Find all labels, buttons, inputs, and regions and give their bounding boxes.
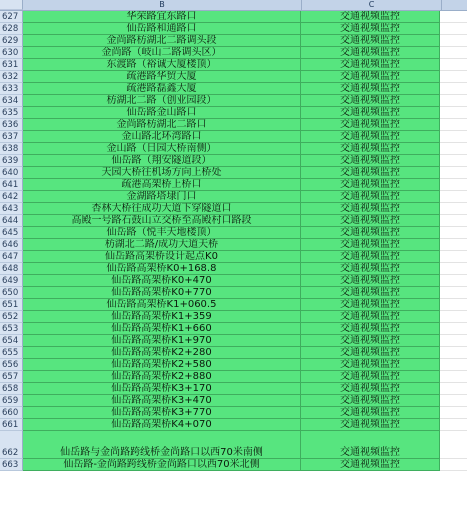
cell-empty[interactable] xyxy=(440,383,467,395)
table-row xyxy=(0,71,467,83)
rows-container xyxy=(0,11,467,471)
cell-location[interactable]: 仙岳路高架桥K2+580 xyxy=(23,359,301,371)
cell-type[interactable]: 交通视频监控 xyxy=(301,347,440,359)
row-number[interactable]: 657 xyxy=(0,371,23,383)
table-row xyxy=(0,459,467,471)
table-row xyxy=(0,167,467,179)
cell-type[interactable]: 交通视频监控 xyxy=(301,119,440,131)
cell-location[interactable]: 枋湖北二路（创业园段） xyxy=(23,95,301,107)
cell-empty[interactable] xyxy=(440,239,467,251)
cell-type[interactable]: 交通视频监控 xyxy=(301,263,440,275)
table-row xyxy=(0,287,467,299)
cell-type[interactable]: 交通视频监控 xyxy=(301,155,440,167)
table-row xyxy=(0,227,467,239)
cell-location[interactable]: 枋湖北二路/成功大道天桥 xyxy=(23,239,301,251)
cell-empty[interactable] xyxy=(440,311,467,323)
table-row xyxy=(0,359,467,371)
table-row xyxy=(0,35,467,47)
cell-empty[interactable] xyxy=(440,215,467,227)
row-number[interactable]: 642 xyxy=(0,191,23,203)
cell-location[interactable]: 金山路北环湾路口 xyxy=(23,131,301,143)
row-number[interactable]: 640 xyxy=(0,167,23,179)
cell-location[interactable]: 仙岳路高架桥设计起点K0 xyxy=(23,251,301,263)
cell-location[interactable]: 杏林大桥往成功大道下穿隧道口 xyxy=(23,203,301,215)
cell-location[interactable]: 金尚路枋湖北二路口 xyxy=(23,119,301,131)
table-row xyxy=(0,407,467,419)
row-number[interactable]: 659 xyxy=(0,395,23,407)
cell-type[interactable]: 交通视频监控 xyxy=(301,167,440,179)
row-number[interactable]: 644 xyxy=(0,215,23,227)
select-all-corner[interactable] xyxy=(0,0,23,10)
cell-type[interactable]: 交通视频监控 xyxy=(301,251,440,263)
cell-empty[interactable] xyxy=(440,107,467,119)
cell-location[interactable]: 仙岳路高架桥K1+970 xyxy=(23,335,301,347)
table-row xyxy=(0,11,467,23)
row-number[interactable]: 627 xyxy=(0,11,23,23)
row-number[interactable]: 637 xyxy=(0,131,23,143)
row-number[interactable]: 646 xyxy=(0,239,23,251)
row-number[interactable]: 652 xyxy=(0,311,23,323)
cell-empty[interactable] xyxy=(440,167,467,179)
cell-type[interactable]: 交通视频监控 xyxy=(301,71,440,83)
table-row xyxy=(0,431,467,459)
table-row xyxy=(0,119,467,131)
cell-type[interactable]: 交通视频监控 xyxy=(301,83,440,95)
cell-empty[interactable] xyxy=(440,83,467,95)
row-number[interactable]: 636 xyxy=(0,119,23,131)
cell-type[interactable]: 交通视频监控 xyxy=(301,275,440,287)
cell-location[interactable]: 华荣路宜东路口 xyxy=(23,11,301,23)
cell-empty[interactable] xyxy=(440,191,467,203)
cell-location[interactable]: 仙岳路高架桥K0+470 xyxy=(23,275,301,287)
cell-type[interactable]: 交通视频监控 xyxy=(301,407,440,419)
cell-empty[interactable] xyxy=(440,227,467,239)
row-number[interactable]: 629 xyxy=(0,35,23,47)
table-row xyxy=(0,371,467,383)
table-row xyxy=(0,131,467,143)
row-number[interactable]: 650 xyxy=(0,287,23,299)
row-number[interactable]: 653 xyxy=(0,323,23,335)
cell-type[interactable]: 交通视频监控 xyxy=(301,11,440,23)
cell-empty[interactable] xyxy=(440,23,467,35)
cell-type[interactable]: 交通视频监控 xyxy=(301,131,440,143)
row-number[interactable]: 651 xyxy=(0,299,23,311)
cell-empty[interactable] xyxy=(440,251,467,263)
cell-type[interactable]: 交通视频监控 xyxy=(301,419,440,431)
cell-type[interactable]: 交通视频监控 xyxy=(301,35,440,47)
cell-location[interactable]: 金山路（日园大桥南侧） xyxy=(23,143,301,155)
table-row xyxy=(0,335,467,347)
cell-location[interactable]: 仙岳路高架桥K4+070 xyxy=(23,419,301,431)
row-number[interactable]: 628 xyxy=(0,23,23,35)
row-number[interactable]: 632 xyxy=(0,71,23,83)
table-row xyxy=(0,143,467,155)
cell-location[interactable]: 金尚路枋湖北二路调头段 xyxy=(23,35,301,47)
cell-location[interactable]: 仙岳路高架桥K0+168.8 xyxy=(23,263,301,275)
row-number[interactable]: 661 xyxy=(0,419,23,431)
cell-location[interactable]: 仙岳路与金尚路跨线桥金尚路口以西70米南侧 xyxy=(23,431,301,459)
cell-type[interactable]: 交通视频监控 xyxy=(301,107,440,119)
cell-empty[interactable] xyxy=(440,71,467,83)
cell-empty[interactable] xyxy=(440,47,467,59)
cell-empty[interactable] xyxy=(440,299,467,311)
cell-location[interactable]: 仙岳路高架桥K1+660 xyxy=(23,323,301,335)
cell-empty[interactable] xyxy=(440,155,467,167)
row-number[interactable]: 655 xyxy=(0,347,23,359)
cell-type[interactable]: 交通视频监控 xyxy=(301,203,440,215)
row-number[interactable]: 630 xyxy=(0,47,23,59)
cell-type[interactable]: 交通视频监控 xyxy=(301,311,440,323)
cell-empty[interactable] xyxy=(440,275,467,287)
table-row xyxy=(0,203,467,215)
cell-location[interactable]: 仙岳路高架桥K3+170 xyxy=(23,383,301,395)
cell-location[interactable]: 仙岳路高架桥K1+359 xyxy=(23,311,301,323)
cell-empty[interactable] xyxy=(440,459,467,471)
cell-location[interactable]: 疏港路磊鑫大厦 xyxy=(23,83,301,95)
table-row xyxy=(0,383,467,395)
cell-type[interactable]: 交通视频监控 xyxy=(301,47,440,59)
cell-empty[interactable] xyxy=(440,203,467,215)
cell-location[interactable]: 高殿一号路石鼓山立交桥至高殿村口路段 xyxy=(23,215,301,227)
table-row xyxy=(0,107,467,119)
cell-empty[interactable] xyxy=(440,395,467,407)
cell-type[interactable]: 交通视频监控 xyxy=(301,459,440,471)
cell-location[interactable]: 金湖路塔埭门口 xyxy=(23,191,301,203)
cell-type[interactable]: 交通视频监控 xyxy=(301,323,440,335)
cell-location[interactable]: 仙岳路-金尚路跨线桥金尚路口以西70米北侧 xyxy=(23,459,301,471)
cell-location[interactable]: 仙岳路和通路口 xyxy=(23,23,301,35)
cell-empty[interactable] xyxy=(440,179,467,191)
table-row xyxy=(0,347,467,359)
row-number[interactable]: 647 xyxy=(0,251,23,263)
table-row xyxy=(0,323,467,335)
cell-type[interactable]: 交通视频监控 xyxy=(301,23,440,35)
cell-location[interactable]: 仙岳路高架桥K3+770 xyxy=(23,407,301,419)
cell-type[interactable]: 交通视频监控 xyxy=(301,359,440,371)
cell-type[interactable]: 交通视频监控 xyxy=(301,299,440,311)
row-number[interactable]: 658 xyxy=(0,383,23,395)
cell-empty[interactable] xyxy=(440,335,467,347)
column-header-row xyxy=(0,0,467,11)
cell-type[interactable]: 交通视频监控 xyxy=(301,395,440,407)
cell-empty[interactable] xyxy=(440,323,467,335)
cell-location[interactable]: 疏港高架桥上桥口 xyxy=(23,179,301,191)
cell-empty[interactable] xyxy=(440,371,467,383)
cell-empty[interactable] xyxy=(440,431,467,459)
table-row xyxy=(0,251,467,263)
cell-empty[interactable] xyxy=(440,287,467,299)
cell-type[interactable]: 交通视频监控 xyxy=(301,287,440,299)
table-row xyxy=(0,239,467,251)
cell-empty[interactable] xyxy=(440,131,467,143)
cell-empty[interactable] xyxy=(440,359,467,371)
table-row xyxy=(0,155,467,167)
cell-empty[interactable] xyxy=(440,263,467,275)
cell-type[interactable]: 交通视频监控 xyxy=(301,431,440,459)
column-header-b[interactable]: B xyxy=(23,0,302,10)
cell-empty[interactable] xyxy=(440,95,467,107)
cell-location[interactable]: 天园大桥往机场方向上桥处 xyxy=(23,167,301,179)
cell-empty[interactable] xyxy=(440,143,467,155)
cell-location[interactable]: 东渡路（裕诚大厦楼顶） xyxy=(23,59,301,71)
cell-location[interactable]: 仙岳路金山路口 xyxy=(23,107,301,119)
cell-type[interactable]: 交通视频监控 xyxy=(301,143,440,155)
cell-type[interactable]: 交通视频监控 xyxy=(301,239,440,251)
table-row xyxy=(0,95,467,107)
cell-location[interactable]: 仙岳路高架桥K2+880 xyxy=(23,371,301,383)
table-row xyxy=(0,311,467,323)
table-row xyxy=(0,299,467,311)
row-number[interactable]: 645 xyxy=(0,227,23,239)
row-number[interactable]: 633 xyxy=(0,83,23,95)
table-row xyxy=(0,263,467,275)
cell-type[interactable]: 交通视频监控 xyxy=(301,335,440,347)
row-number[interactable]: 639 xyxy=(0,155,23,167)
table-row xyxy=(0,419,467,431)
table-row xyxy=(0,275,467,287)
cell-type[interactable]: 交通视频监控 xyxy=(301,227,440,239)
table-row xyxy=(0,215,467,227)
cell-empty[interactable] xyxy=(440,119,467,131)
row-number[interactable]: 635 xyxy=(0,107,23,119)
row-number[interactable]: 663 xyxy=(0,459,23,471)
cell-empty[interactable] xyxy=(440,59,467,71)
cell-empty[interactable] xyxy=(440,11,467,23)
cell-type[interactable]: 交通视频监控 xyxy=(301,215,440,227)
cell-type[interactable]: 交通视频监控 xyxy=(301,383,440,395)
cell-type[interactable]: 交通视频监控 xyxy=(301,371,440,383)
cell-location[interactable]: 疏港路华贸大厦 xyxy=(23,71,301,83)
column-header-c[interactable]: C xyxy=(302,0,442,10)
table-row xyxy=(0,23,467,35)
row-number[interactable]: 641 xyxy=(0,179,23,191)
row-number[interactable]: 662 xyxy=(0,431,23,459)
row-number[interactable]: 643 xyxy=(0,203,23,215)
cell-empty[interactable] xyxy=(440,419,467,431)
table-row xyxy=(0,47,467,59)
row-number[interactable]: 634 xyxy=(0,95,23,107)
cell-type[interactable]: 交通视频监控 xyxy=(301,95,440,107)
cell-location[interactable]: 仙岳路高架桥K0+770 xyxy=(23,287,301,299)
table-row xyxy=(0,179,467,191)
cell-location[interactable]: 仙岳路（悦丰天地楼顶） xyxy=(23,227,301,239)
row-number[interactable]: 654 xyxy=(0,335,23,347)
cell-empty[interactable] xyxy=(440,407,467,419)
cell-location[interactable]: 仙岳路高架桥K1+060.5 xyxy=(23,299,301,311)
cell-location[interactable]: 仙岳路高架桥K2+280 xyxy=(23,347,301,359)
cell-type[interactable]: 交通视频监控 xyxy=(301,191,440,203)
table-row xyxy=(0,395,467,407)
cell-location[interactable]: 仙岳路高架桥K3+470 xyxy=(23,395,301,407)
table-row xyxy=(0,59,467,71)
cell-location[interactable]: 仙岳路（翔安隧道段） xyxy=(23,155,301,167)
row-number[interactable]: 660 xyxy=(0,407,23,419)
table-row xyxy=(0,83,467,95)
table-row xyxy=(0,191,467,203)
cell-type[interactable]: 交通视频监控 xyxy=(301,59,440,71)
row-number[interactable]: 631 xyxy=(0,59,23,71)
row-number[interactable]: 656 xyxy=(0,359,23,371)
row-number[interactable]: 648 xyxy=(0,263,23,275)
cell-empty[interactable] xyxy=(440,347,467,359)
row-number[interactable]: 638 xyxy=(0,143,23,155)
cell-empty[interactable] xyxy=(440,35,467,47)
row-number[interactable]: 649 xyxy=(0,275,23,287)
column-header-d[interactable] xyxy=(442,0,467,10)
cell-type[interactable]: 交通视频监控 xyxy=(301,179,440,191)
cell-location[interactable]: 金尚路（岐山二路调头区） xyxy=(23,47,301,59)
